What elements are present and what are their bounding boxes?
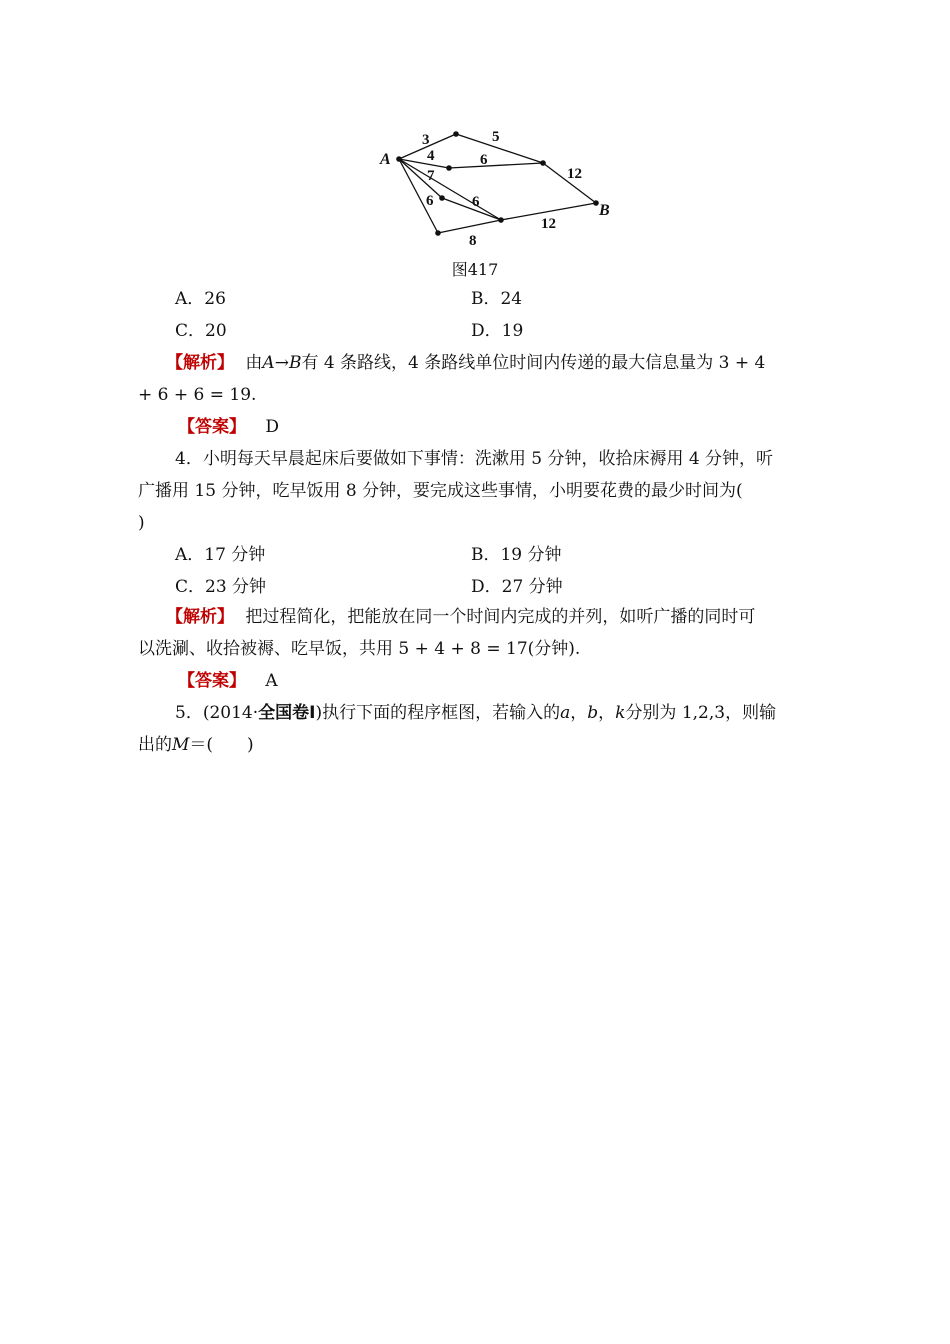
edge-label: 12 (567, 166, 582, 182)
q3-analysis-line1 (166, 351, 765, 375)
edge-label: 3 (422, 132, 430, 148)
network-figure (370, 122, 630, 250)
q4-option-b: B．19 分钟 (471, 545, 562, 565)
q5-text: 5．(2014· (175, 703, 259, 723)
analysis-tag: 【解析】 (166, 607, 234, 627)
q4-analysis-line2: 以洗涮、收拾被褥、吃早饭，共用 5 + 4 + 8 = 17(分钟). (138, 639, 581, 659)
analysis-text: 由 (245, 353, 263, 373)
node-inner (439, 195, 445, 201)
answer-value: D (265, 417, 280, 437)
q5-text: 出的 (138, 735, 172, 755)
q3-option-d: D．19 (471, 321, 524, 341)
edge-label: 6 (426, 193, 434, 209)
node-label-b: B (599, 202, 610, 219)
figure-caption: 图417 (451, 260, 499, 279)
analysis-tag: 【解析】 (166, 353, 234, 373)
analysis-text: 把过程简化，把能放在同一个时间内完成的并列，如听广播的同时可 (245, 607, 756, 627)
edge-mid-right (449, 163, 543, 168)
edge-a-inner (399, 159, 442, 198)
node-top (453, 131, 459, 137)
node-mid (446, 165, 452, 171)
answer-value: A (265, 671, 278, 691)
q5-text: ， (570, 703, 588, 723)
q3-option-a: A．26 (175, 289, 226, 309)
q4-stem-line2: 广播用 15 分钟，吃早饭用 8 分钟，要完成这些事情，小明要花费的最少时间为( (138, 481, 743, 501)
q3-option-b: B．24 (471, 289, 523, 309)
q4-analysis-line1 (166, 605, 755, 629)
var-b: b (587, 703, 599, 723)
node-a (396, 156, 402, 162)
node-label-a: A (380, 151, 391, 168)
edge-label: 6 (480, 152, 488, 168)
edge-label: 7 (427, 168, 435, 184)
edge-label: 8 (469, 233, 477, 249)
q5-text: )执行下面的程序框图，若输入的 (315, 703, 561, 723)
var-b: B (288, 353, 302, 373)
node-b (593, 200, 599, 206)
q4-stem-line1: 4．小明每天早晨起床后要做如下事情：洗漱用 5 分钟，收拾床褥用 4 分钟，听 (175, 449, 774, 469)
q5-stem-line2 (138, 733, 254, 757)
q3-analysis-line2: + 6 + 6 = 19. (138, 385, 257, 405)
edge-bottom-lower (438, 220, 501, 233)
analysis-text: 有 4 条路线，4 条路线单位时间内传递的最大信息量为 3 + 4 (301, 353, 766, 373)
answer-tag: 【答案】 (178, 671, 246, 691)
q5-stem-line1 (175, 701, 776, 725)
node-lower (498, 217, 504, 223)
q5-text: ＝( ) (189, 735, 254, 755)
edge-label: 6 (472, 194, 480, 210)
q4-option-c: C．23 分钟 (175, 577, 267, 597)
q4-stem-line3: ) (138, 513, 145, 533)
q3-option-c: C．20 (175, 321, 227, 341)
q5-text: 分别为 1,2,3，则输 (625, 703, 777, 723)
q4-option-a: A．17 分钟 (175, 545, 266, 565)
q5-text: ， (598, 703, 616, 723)
q3-answer (178, 415, 279, 439)
var-k: k (615, 703, 626, 723)
edge-label: 4 (427, 148, 435, 164)
node-bottom (435, 230, 441, 236)
var-a: A (262, 353, 275, 373)
var-m: M (172, 735, 190, 755)
edge-label: 5 (492, 129, 500, 145)
q4-answer (178, 669, 278, 693)
answer-tag: 【答案】 (178, 417, 246, 437)
node-right (540, 160, 546, 166)
network-diagram (370, 122, 630, 250)
edge-top-right (456, 134, 543, 163)
q4-option-d: D．27 分钟 (471, 577, 563, 597)
arrow: → (274, 353, 289, 373)
edge-label: 12 (541, 216, 556, 232)
q5-source: 全国卷Ⅰ (258, 703, 316, 723)
var-a: a (560, 703, 571, 723)
